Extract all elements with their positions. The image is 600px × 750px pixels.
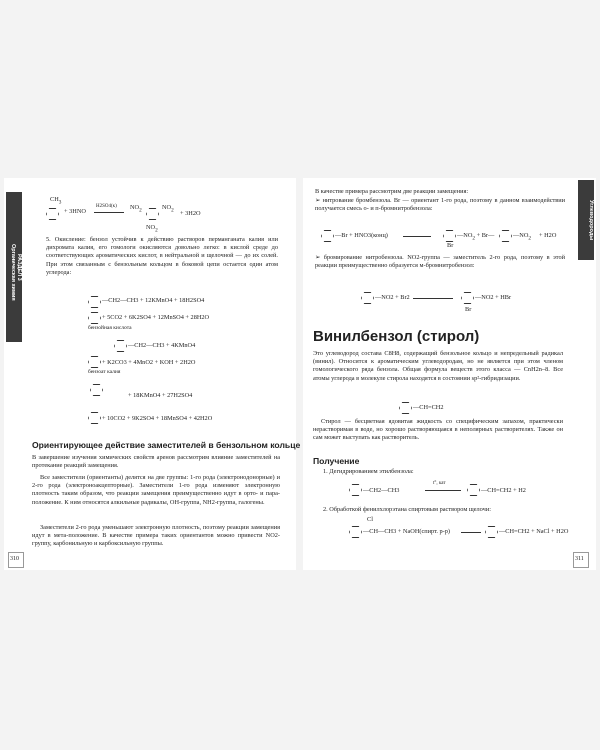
reaction-arrow xyxy=(403,236,431,237)
ch3-label: $CH_3$ xyxy=(50,196,62,206)
equation-1: —CH2—CH3 + 12KMnO4 + 18H2SO4 xyxy=(102,297,205,304)
orientation-groups: Все заместители (ориентанты) делятся на две группы: 1-го рода (электронодонорные) и 2-го рода (электроноакцепторные). Заместители 1-го рода изменяют электронную плотность таким образом, что реакции замещения преимущественно идут в орто- и пара-положение. К ним относятся алкильные радикалы, OH-группа, NH2-группа, галогены. xyxy=(32,474,280,506)
reaction-arrow xyxy=(425,490,461,491)
nitrobenzene-products: —NO2 + HBr xyxy=(475,294,512,301)
no2-label: $NO_2$ xyxy=(146,224,158,234)
page-number: 310 xyxy=(10,556,19,562)
substitution-intro: В качестве примера рассмотрим две реакции замещения: xyxy=(315,188,469,195)
styrene-ring-icon xyxy=(399,402,412,414)
step-1-reactant: —CH2—CH3 xyxy=(363,487,400,494)
benzene-ring-icon xyxy=(88,356,101,368)
styrene-title: Винилбензол (стирол) xyxy=(313,328,480,345)
bromobenzene-equation: —Br + HNO3(конц) xyxy=(335,232,388,239)
benzoic-acid-label: бензойная кислота xyxy=(88,325,132,331)
benzene-ring-icon xyxy=(46,208,59,220)
left-sidebar-tab xyxy=(6,192,22,342)
reaction-arrow xyxy=(94,212,124,213)
section-title: Органическая химия xyxy=(10,243,16,301)
step-1-condition: t°, кат xyxy=(433,481,446,486)
orientation-heading: Ориентирующее действие заместителей в бензольном кольце xyxy=(32,440,301,450)
equation-1-products: + 5CO2 + 6K2SO4 + 12MnSO4 + 28H2O xyxy=(102,314,210,321)
bromobenzene-products: + H2O xyxy=(539,232,557,239)
no2-label: $NO_2$ xyxy=(130,204,142,214)
benzene-ring-icon xyxy=(349,526,362,538)
trinitrotoluene-ring-icon xyxy=(146,208,159,220)
br-label: Br xyxy=(447,242,454,249)
step-2-product: —CH=CH2 + NaCl + H2O xyxy=(499,528,569,535)
nitration-condition: H2SO4(к) xyxy=(96,204,117,209)
step-1-text: 1. Дегидрированием этилбензола: xyxy=(323,468,414,475)
nitration-products: + 3H2O xyxy=(180,210,201,217)
equation-2: —CH2—CH3 + 4KMnO4 xyxy=(128,342,196,349)
orientation-intro: В завершение изучения химических свойств аренов рассмотрим влияние заместителей на протекание реакций замещения. xyxy=(32,454,280,470)
product-label: $—NO_2$ + Br— xyxy=(457,232,495,242)
oxidation-paragraph: 5. Окисление: бензол устойчив к действию растворов перманганата калия или дихромата калия, его гомологи окисляются довольно легко: в кислой среде до соответствующих ароматических кислот, в нейтральной и щелочной — до их солей. При этом связанным с бензольным кольцом в боковой цепи остается один атом углерода: xyxy=(46,236,278,276)
styrene-properties: Стирол — бесцветная ядовитая жидкость со специфическим запахом, практически нерастворимая в воде, но хорошо растворяющаяся в неполярных растворителях. Также он сам может выступать как растворитель. xyxy=(313,418,563,442)
nitrobenzene-bromination: ➢ бромирование нитробензола. NO2-группа — заместитель 2-го рода, поэтому в этой реакции преимущественно образуется м-бромнитробензол: xyxy=(315,254,565,270)
benzene-ring-icon xyxy=(361,292,374,304)
bromobenzene-nitration: ➢ нитрование бромбензола. Br — ориентант 1-го рода, поэтому в данном взаимодействии получается смесь о- и п-бромнитробензола: xyxy=(315,197,565,213)
left-page xyxy=(4,178,301,570)
page-number: 311 xyxy=(575,556,584,562)
step-2-text: 2. Обработкой фенилхлорэтана спиртовым раствором щелочи: xyxy=(323,506,491,513)
no2-label: $NO_2$ xyxy=(162,204,174,214)
benzene-ring-icon xyxy=(467,484,480,496)
step-1-product: —CH=CH2 + H2 xyxy=(481,487,526,494)
right-sidebar-tab xyxy=(578,180,594,260)
benzene-ring-icon xyxy=(485,526,498,538)
equation-3: + 18KMnO4 + 27H2SO4 xyxy=(128,392,193,399)
equation-2-products: + K2CO3 + 4MnO2 + KOH + 2H2O xyxy=(102,359,196,366)
orientation-second-kind: Заместители 2-го рода уменьшают электронную плотность, поэтому реакции замещения идут в мета-положение. В качестве примера таких ориентантов можно привести NO2-группу, карбонильную и карбоксильную группы. xyxy=(32,524,280,548)
cl-label: Cl xyxy=(367,516,373,523)
reaction-arrow xyxy=(413,298,453,299)
benzene-ring-icon xyxy=(349,484,362,496)
reaction-arrow xyxy=(461,532,481,533)
benzene-ring-icon xyxy=(88,412,101,424)
right-page xyxy=(303,178,596,570)
section-title: Углеводороды xyxy=(588,199,594,241)
nitrobenzene-equation: —NO2 + Br2 xyxy=(375,294,410,301)
section-label: РАЗДЕЛ 3 xyxy=(16,253,22,281)
potassium-benzoate-label: бензоат калия xyxy=(88,369,121,375)
styrene-formula: —CH=CH2 xyxy=(413,404,444,411)
benzene-ring-icon xyxy=(461,292,474,304)
benzene-ring-icon xyxy=(114,340,127,352)
br-label: Br xyxy=(465,306,472,313)
benzene-ring-icon xyxy=(88,312,101,324)
preparation-heading: Получение xyxy=(313,456,360,466)
bullet-1-text: нитрование бромбензола. Br — ориентант 1-го рода, поэтому в данном взаимодействии получается смесь о- и п-бромнитробензола: xyxy=(315,197,565,213)
bullet-2-text: бромирование нитробензола. NO2-группа — заместитель 2-го рода, поэтому в этой реакции преимущественно образуется м-бромнитробензол: xyxy=(315,254,565,270)
benzene-ring-icon xyxy=(88,296,101,308)
benzene-ring-icon xyxy=(499,230,512,242)
benzene-ring-icon xyxy=(90,384,103,396)
nitration-reactants: + 3HNO xyxy=(64,208,86,215)
benzene-ring-icon xyxy=(443,230,456,242)
step-2-reactant: —CH—CH3 + NaOH(спирт. р-р) xyxy=(363,528,450,535)
benzene-ring-icon xyxy=(321,230,334,242)
equation-3-products: + 10CO2 + 9K2SO4 + 18MnSO4 + 42H2O xyxy=(102,415,213,422)
product-label: $—NO_2$ xyxy=(513,232,532,242)
styrene-description: Это углеводород состава C8H8, содержащий бензольное кольцо и непредельный радикал (винил). Относится к ароматическим углеводородам, но не является при этом членом гомологического ряда бензола. Общая формула веществ этого класса — CnH2n–8. Все атомы углерода в молекуле стирола находятся в состоянии sp²-гибридизации. xyxy=(313,350,563,382)
